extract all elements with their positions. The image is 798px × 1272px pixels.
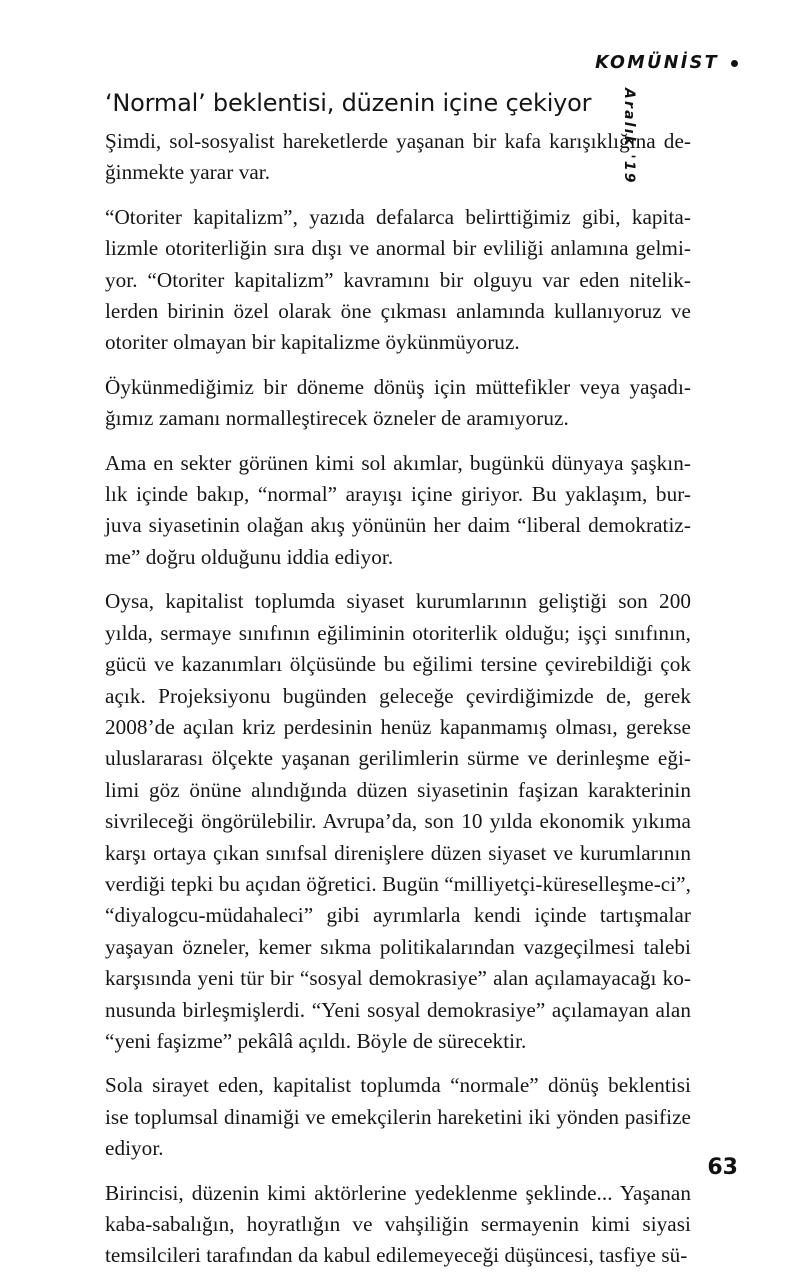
paragraph: Oysa, kapitalist toplumda siyaset kurumlarının geliştiği son 200 yılda, sermaye sınıfının eğiliminin otoriterlik olduğu; işçi sınıfının, gücü ve kazanımları ölçüsünde bu eğilimi tersine çevirebildiği çok açık. Projeksiyonu bugünden geleceğe çevirdiğimizde de, gerek 2008’de açılan kriz perdesinin henüz kapanmamış olması, gerekse uluslararası ölçekte yaşanan gerilimlerin sürme ve derinleşme eği-limi göz önüne alındığında düzen siyasetinin faşizan karakterinin sivrileceği öngörülebilir. Avrupa’da, son 10 yılda ekonomik yıkıma karşı ortaya çıkan sınıfsal direnişlere düzen siyaset ve kurumlarının verdiği tepki bu açıdan öğretici. Bugün “milliyetçi-küreselleşme-ci”, “diyalogcu-müdahaleci” gibi ayrımlarla kendi içinde tartışmalar yaşayan özneler, kemer sıkma politikalarından vazgeçilmesi talebi karşısında yeni tür bir “sosyal demokrasiye” alan açılamayacağı ko-nusunda birleşmişlerdi. “Yeni sosyal demokrasiye” açılamayan alan “yeni faşizme” pekâlâ açıldı. Böyle de sürecektir. (105, 589, 691, 1053)
page-title: ‘Normal’ beklentisi, düzenin içine çekiyor (105, 89, 592, 117)
paragraph: Öykünmediğimiz bir döneme dönüş için müttefikler veya yaşadı-ğımız zamanı normalleştirecek özneler de aramıyoruz. (105, 374, 691, 431)
bullet-dot-icon (731, 60, 738, 67)
paragraph: Ama en sekter görünen kimi sol akımlar, bugünkü dünyaya şaşkın-lık içinde bakıp, “normal” arayışı içine giriyor. Bu yaklaşım, bur-juva siyasetinin olağan akış yönünün her daim “liberal demokratiz-me” doğru olduğunu iddia ediyor. (105, 450, 691, 569)
running-head-publication: KOMÜNİST (595, 53, 719, 73)
page-number: 63 (707, 1155, 738, 1180)
paragraph: Sola sirayet eden, kapitalist toplumda “normale” dönüş beklentisi ise toplumsal dinamiği ve emekçilerin hareketini iki yönden pasifize ediyor. (105, 1073, 691, 1161)
paragraph: “Otoriter kapitalizm”, yazıda defalarca belirttiğimiz gibi, kapita-lizmle otoriterliğin sıra dışı ve anormal bir evliliği anlamına gelmi-yor. “Otoriter kapitalizm” kavramını bir olguyu var eden nitelik-lerden birinin özel olarak öne çıkması anlamında kullanıyoruz ve otoriter olmayan bir kapitalizme öykünmüyoruz. (105, 204, 691, 355)
running-head-issue-date: Aralık '19 (621, 88, 637, 185)
paragraph: Şimdi, sol-sosyalist hareketlerde yaşanan bir kafa karışıklığına de-ğinmekte yarar var. (105, 129, 691, 185)
paragraph: Birincisi, düzenin kimi aktörlerine yedeklenme şeklinde... Yaşanan kaba-sabalığın, hoyratlığın ve vahşiliğin sermayenin kimi siyasi temsilcileri tarafından da kabul edilemeyeceği düşüncesi, tasfiye sü- (105, 1180, 691, 1268)
text-column (105, 88, 691, 1272)
running-head (595, 55, 738, 73)
